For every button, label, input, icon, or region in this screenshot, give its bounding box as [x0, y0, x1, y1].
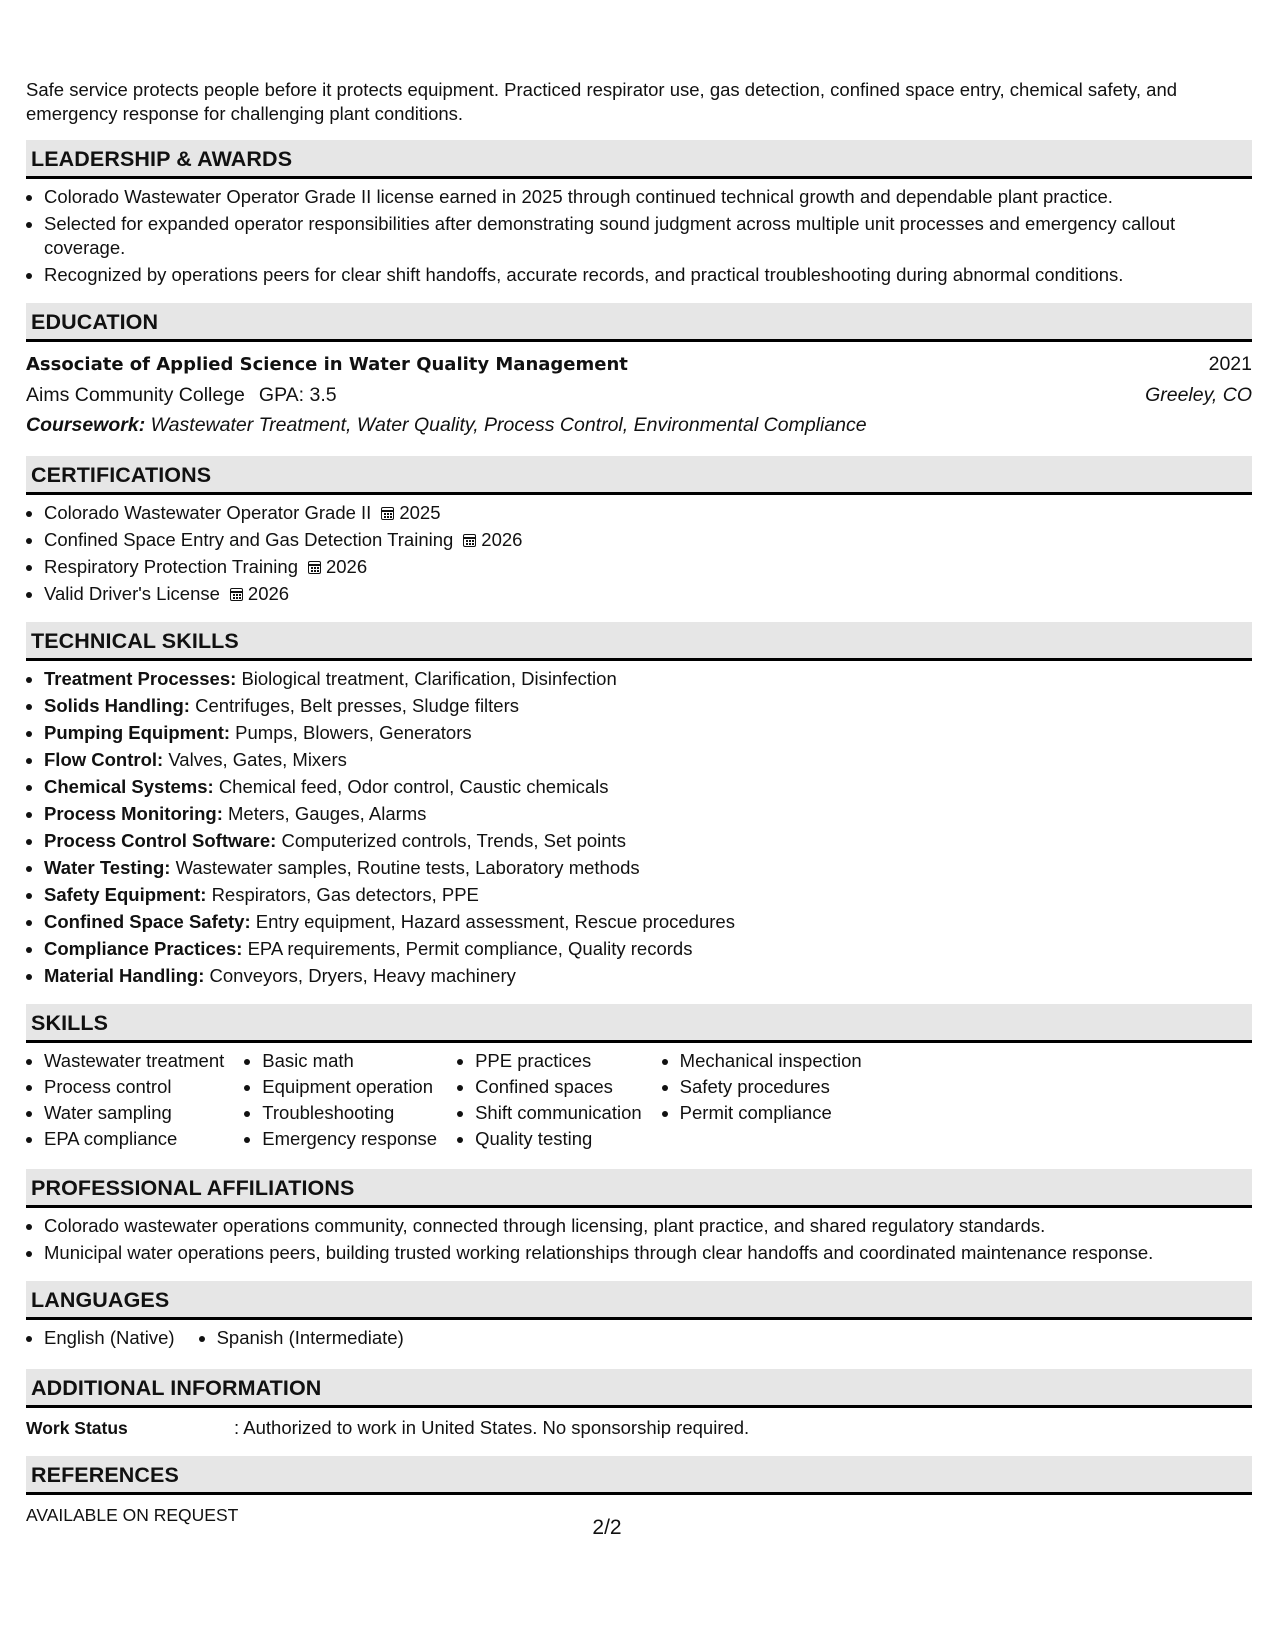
calendar-icon: [463, 534, 476, 547]
list-item: • Colorado wastewater operations community, connected through licensing, plant practice, and shared regulatory standards.: [44, 1214, 1252, 1238]
skills-column: [244, 1049, 437, 1153]
certification-year: 2025: [399, 502, 441, 523]
list-item: • Wastewater treatment: [44, 1049, 224, 1073]
skill-values: Chemical feed, Odor control, Caustic chemicals: [218, 776, 609, 797]
skill-values: Respirators, Gas detectors, PPE: [211, 884, 479, 905]
school-location: Greeley, CO: [1145, 384, 1252, 406]
list-item: • Equipment operation: [262, 1075, 437, 1099]
list-item: [44, 910, 1252, 934]
degree-title: Associate of Applied Science in Water Quality Management: [26, 354, 628, 375]
list-item: [44, 721, 1252, 745]
certification-name: Respiratory Protection Training: [44, 556, 298, 577]
skill-values: Computerized controls, Trends, Set points: [281, 830, 626, 851]
skill-category: Material Handling:: [44, 965, 205, 986]
list-item: [44, 501, 1252, 525]
skill-values: Wastewater samples, Routine tests, Laboratory methods: [175, 857, 640, 878]
skill-category: Process Monitoring:: [44, 803, 223, 824]
languages-section: [26, 1281, 1252, 1353]
list-item: • Colorado Wastewater Operator Grade II license earned in 2025 through continued technical growth and dependable plant practice.: [44, 185, 1252, 209]
skill-values: Valves, Gates, Mixers: [168, 749, 347, 770]
affiliations-list: [26, 1214, 1252, 1265]
certification-name: Valid Driver's License: [44, 583, 220, 604]
list-item: • Recognized by operations peers for clear shift handoffs, accurate records, and practical troubleshooting during abnormal conditions.: [44, 263, 1252, 287]
list-item: • Confined spaces: [475, 1075, 642, 1099]
list-item: [44, 694, 1252, 718]
skill-values: EPA requirements, Permit compliance, Quality records: [247, 938, 693, 959]
page-number: 2/2: [592, 1516, 622, 1539]
work-status-value: : Authorized to work in United States. No sponsorship required.: [234, 1417, 750, 1438]
technical-skills-section: [26, 622, 1252, 988]
skills-column: [662, 1049, 862, 1153]
school-name: Aims Community College: [26, 384, 245, 406]
calendar-icon: [230, 588, 243, 601]
list-item: [44, 528, 1252, 552]
additional-info-heading: ADDITIONAL INFORMATION: [26, 1369, 1252, 1408]
list-item: [44, 937, 1252, 961]
skill-values: Biological treatment, Clarification, Disinfection: [241, 668, 617, 689]
technical-skills-list: [26, 667, 1252, 988]
skills-column: [457, 1049, 642, 1153]
skill-values: Centrifuges, Belt presses, Sludge filters: [195, 695, 519, 716]
references-text: AVAILABLE ON REQUEST: [26, 1505, 239, 1525]
certification-year: 2026: [481, 529, 523, 550]
certification-name: Colorado Wastewater Operator Grade II: [44, 502, 372, 523]
leadership-heading: LEADERSHIP & AWARDS: [26, 140, 1252, 179]
list-item: [44, 775, 1252, 799]
certifications-list: [26, 501, 1252, 606]
certifications-heading: CERTIFICATIONS: [26, 456, 1252, 495]
list-item: [44, 883, 1252, 907]
list-item: [44, 829, 1252, 853]
languages-heading: LANGUAGES: [26, 1281, 1252, 1320]
resume-page: [26, 78, 1252, 1543]
coursework: [26, 410, 1252, 440]
additional-info-section: [26, 1369, 1252, 1440]
list-item: • Mechanical inspection: [680, 1049, 862, 1073]
coursework-label: Coursework:: [26, 414, 146, 436]
gpa: GPA: 3.5: [258, 384, 337, 406]
affiliations-section: [26, 1169, 1252, 1265]
skill-values: Conveyors, Dryers, Heavy machinery: [209, 965, 516, 986]
list-item: [44, 802, 1252, 826]
skill-category: Confined Space Safety:: [44, 911, 251, 932]
skill-category: Solids Handling:: [44, 695, 190, 716]
skills-grid: [26, 1049, 1252, 1153]
certification-name: Confined Space Entry and Gas Detection Training: [44, 529, 454, 550]
list-item: • Spanish (Intermediate): [217, 1326, 404, 1350]
list-item: • Shift communication: [475, 1101, 642, 1125]
list-item: • English (Native): [44, 1326, 175, 1350]
list-item: • Permit compliance: [680, 1101, 862, 1125]
skills-section: [26, 1004, 1252, 1153]
education-entry: [26, 350, 1252, 440]
summary-text: Safe service protects people before it protects equipment. Practiced respirator use, gas detection, confined space entry, chemical safety, and emergency response for challenging plant conditions.: [26, 79, 1178, 124]
list-item: [44, 748, 1252, 772]
skill-values: Pumps, Blowers, Generators: [235, 722, 472, 743]
references-heading: REFERENCES: [26, 1456, 1252, 1495]
skill-values: Entry equipment, Hazard assessment, Rescue procedures: [255, 911, 735, 932]
list-item: • Water sampling: [44, 1101, 224, 1125]
education-section: [26, 303, 1252, 440]
education-heading: EDUCATION: [26, 303, 1252, 342]
list-item: [44, 964, 1252, 988]
skill-category: Chemical Systems:: [44, 776, 214, 797]
list-item: • PPE practices: [475, 1049, 642, 1073]
languages-list: [26, 1326, 1252, 1353]
skill-category: Compliance Practices:: [44, 938, 243, 959]
skills-heading: SKILLS: [26, 1004, 1252, 1043]
graduation-year: 2021: [1208, 353, 1252, 375]
certifications-section: [26, 456, 1252, 606]
skill-category: Flow Control:: [44, 749, 164, 770]
leadership-list: [26, 185, 1252, 287]
list-item: • Process control: [44, 1075, 224, 1099]
leadership-section: [26, 140, 1252, 287]
list-item: [44, 667, 1252, 691]
skill-category: Safety Equipment:: [44, 884, 207, 905]
affiliations-heading: PROFESSIONAL AFFILIATIONS: [26, 1169, 1252, 1208]
calendar-icon: [381, 507, 394, 520]
skill-category: Pumping Equipment:: [44, 722, 231, 743]
list-item: • Selected for expanded operator responsibilities after demonstrating sound judgment across multiple unit processes and emergency callout coverage.: [44, 212, 1252, 260]
work-status-label: Work Status: [26, 1418, 128, 1438]
skill-category: Treatment Processes:: [44, 668, 237, 689]
list-item: [44, 856, 1252, 880]
skill-category: Water Testing:: [44, 857, 171, 878]
calendar-icon: [308, 561, 321, 574]
coursework-list: Wastewater Treatment, Water Quality, Process Control, Environmental Compliance: [150, 414, 867, 436]
skill-category: Process Control Software:: [44, 830, 277, 851]
list-item: [44, 555, 1252, 579]
skills-column: [26, 1049, 224, 1153]
certification-year: 2026: [325, 556, 368, 577]
list-item: • Quality testing: [475, 1127, 642, 1151]
list-item: • Basic math: [262, 1049, 437, 1073]
list-item: • Safety procedures: [680, 1075, 862, 1099]
list-item: • Emergency response: [262, 1127, 437, 1151]
list-item: • EPA compliance: [44, 1127, 224, 1151]
work-status-row: [26, 1416, 1252, 1440]
list-item: [44, 582, 1252, 606]
list-item: • Municipal water operations peers, building trusted working relationships through clear handoffs and coordinated maintenance response.: [44, 1241, 1252, 1265]
list-item: • Troubleshooting: [262, 1101, 437, 1125]
skill-values: Meters, Gauges, Alarms: [228, 803, 427, 824]
technical-skills-heading: TECHNICAL SKILLS: [26, 622, 1252, 661]
certification-year: 2026: [247, 583, 290, 604]
